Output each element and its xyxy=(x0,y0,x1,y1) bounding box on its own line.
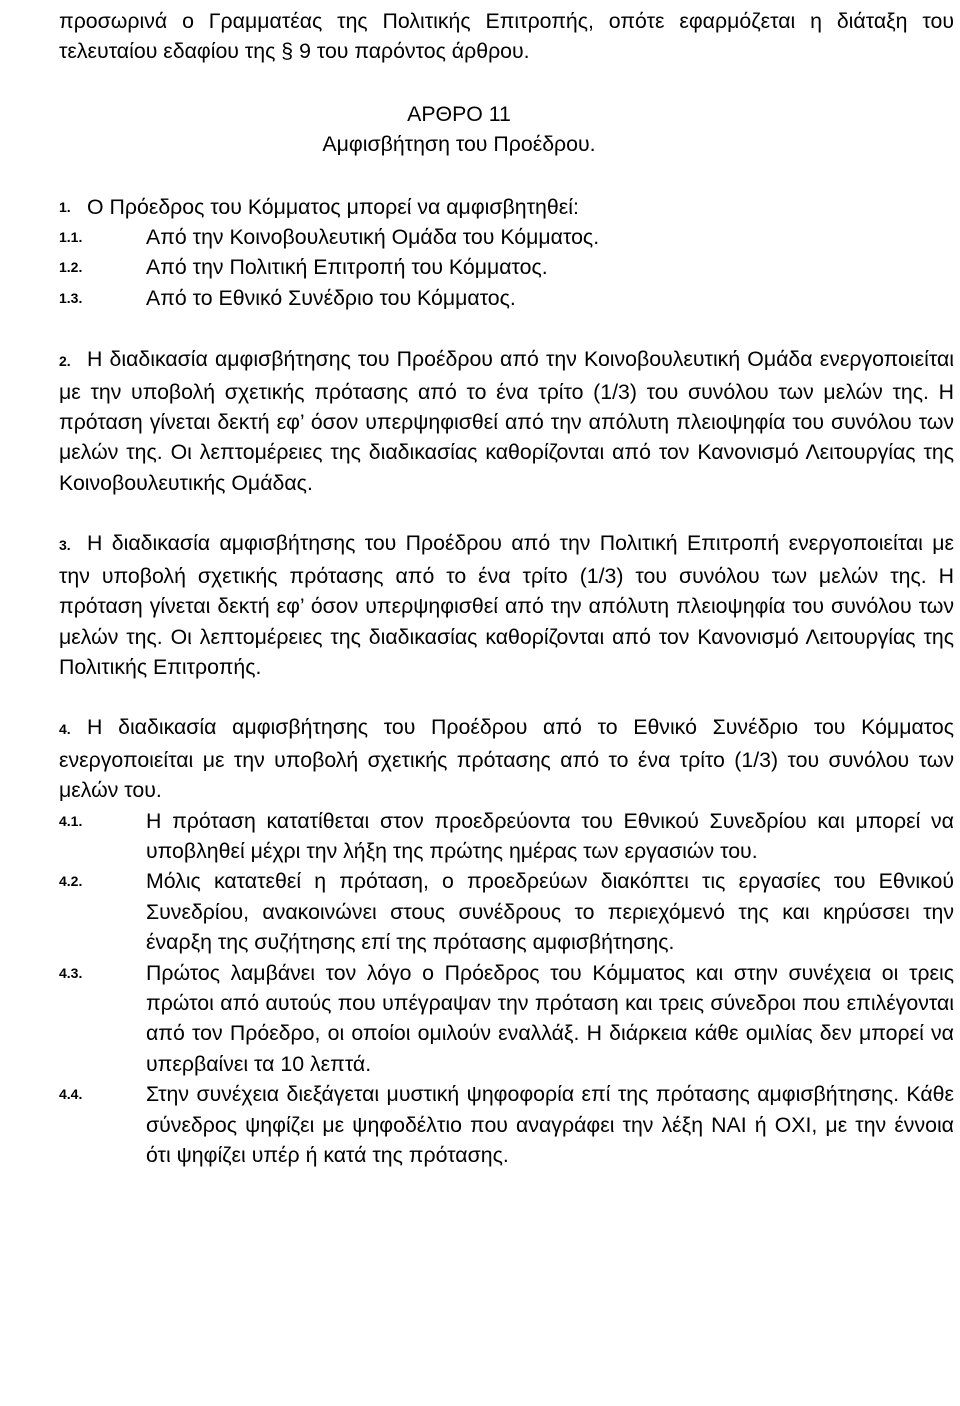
item-number: 1.1. xyxy=(59,229,83,246)
item-number: 4.4. xyxy=(59,1086,83,1103)
article-number: ΑΡΘΡΟ 11 xyxy=(407,101,511,126)
section-text: Ο Πρόεδρος του Κόμματος μπορεί να αμφισβητηθεί: xyxy=(87,194,579,219)
list-item xyxy=(59,283,954,313)
section-1-lead xyxy=(59,192,954,222)
list-item xyxy=(59,222,954,252)
item-number: 4.1. xyxy=(59,812,83,829)
item-number: 1.3. xyxy=(59,289,83,306)
article-title: Αμφισβήτηση του Προέδρου. xyxy=(322,132,596,157)
section-number: 4. xyxy=(59,721,71,738)
section-2 xyxy=(59,344,954,498)
item-text: Η πρόταση κατατίθεται στον προεδρεύοντα του Εθνικού Συνεδρίου και μπορεί να υποβληθεί μέχρι την λήξη της πρώτης ημέρας των εργασιών του. xyxy=(146,808,954,863)
section-2-body xyxy=(59,344,954,498)
section-text: Η διαδικασία αμφισβήτησης του Προέδρου από το Εθνικό Συνέδριο του Κόμματος ενεργοποιείται με την υποβολή σχετικής πρότασης από το ένα τρίτο (1/3) του συνόλου των μελών του. xyxy=(59,715,954,803)
section-3-body xyxy=(59,528,954,682)
item-text: Από την Κοινοβουλευτική Ομάδα του Κόμματος. xyxy=(146,225,600,250)
document-page xyxy=(59,0,954,1170)
list-item xyxy=(59,866,954,957)
item-text: Από την Πολιτική Επιτροπή του Κόμματος. xyxy=(146,255,548,280)
item-number: 4.2. xyxy=(59,873,83,890)
section-4 xyxy=(59,712,954,1170)
section-4-body xyxy=(59,712,954,805)
section-3 xyxy=(59,528,954,682)
section-text: Η διαδικασία αμφισβήτησης του Προέδρου από την Πολιτική Επιτροπή ενεργοποιείται με την υποβολή σχετικής πρότασης από το ένα τρίτο (1/3) του συνόλου των μελών της. Η πρόταση γίνεται δεκτή εφ’ όσον υπερψηφισθεί από την απόλυτη πλειοψηφία του συνόλου των μελών της. Οι λεπτομέρειες της διαδικασίας καθορίζονται από τον Κανονισμό Λειτουργίας της Πολιτικής Επιτροπής. xyxy=(59,531,954,679)
item-number: 1.2. xyxy=(59,259,83,276)
article-heading xyxy=(59,99,859,160)
list-item xyxy=(59,1079,954,1170)
list-item xyxy=(59,252,954,282)
item-number: 4.3. xyxy=(59,964,83,981)
section-number: 1. xyxy=(59,198,71,215)
list-item xyxy=(59,958,954,1080)
item-text: Από το Εθνικό Συνέδριο του Κόμματος. xyxy=(146,285,516,310)
item-text: Πρώτος λαμβάνει τον λόγο ο Πρόεδρος του Κόμματος και στην συνέχεια οι τρεις πρώτοι από αυτούς που υπέγραψαν την πρόταση και τρεις σύνεδροι που επιλέγονται από τον Πρόεδρο, οι οποίοι ομιλούν εναλλάξ. Η διάρκεια κάθε ομιλίας δεν μπορεί να υπερβαίνει τα 10 λεπτά. xyxy=(146,960,954,1076)
section-1 xyxy=(59,192,954,314)
section-text: Η διαδικασία αμφισβήτησης του Προέδρου από την Κοινοβουλευτική Ομάδα ενεργοποιείται με την υποβολή σχετικής πρότασης από το ένα τρίτο (1/3) του συνόλου των μελών της. Η πρόταση γίνεται δεκτή εφ’ όσον υπερψηφισθεί από την απόλυτη πλειοψηφία του συνόλου των μελών της. Οι λεπτομέρειες της διαδικασίας καθορίζονται από τον Κανονισμό Λειτουργίας της Κοινοβουλευτικής Ομάδας. xyxy=(59,347,954,495)
section-number: 2. xyxy=(59,353,71,370)
list-item xyxy=(59,806,954,867)
intro-paragraph: προσωρινά ο Γραμματέας της Πολιτικής Επιτροπής, οπότε εφαρμόζεται η διάταξη του τελευταίου εδαφίου της § 9 του παρόντος άρθρου. xyxy=(59,9,954,64)
section-number: 3. xyxy=(59,537,71,554)
item-text: Μόλις κατατεθεί η πρόταση, ο προεδρεύων διακόπτει τις εργασίες του Εθνικού Συνεδρίου, ανακοινώνει στους συνέδρους το περιεχόμενό της και κηρύσσει την έναρξη της συζήτησης επί της πρότασης αμφισβήτησης. xyxy=(146,869,954,955)
item-text: Στην συνέχεια διεξάγεται μυστική ψηφοφορία επί της πρότασης αμφισβήτησης. Κάθε σύνεδρος ψηφίζει με ψηφοδέλτιο που αναγράφει την λέξη ΝΑΙ ή ΟΧΙ, με την έννοια ότι ψηφίζει υπέρ ή κατά της πρότασης. xyxy=(146,1082,954,1167)
